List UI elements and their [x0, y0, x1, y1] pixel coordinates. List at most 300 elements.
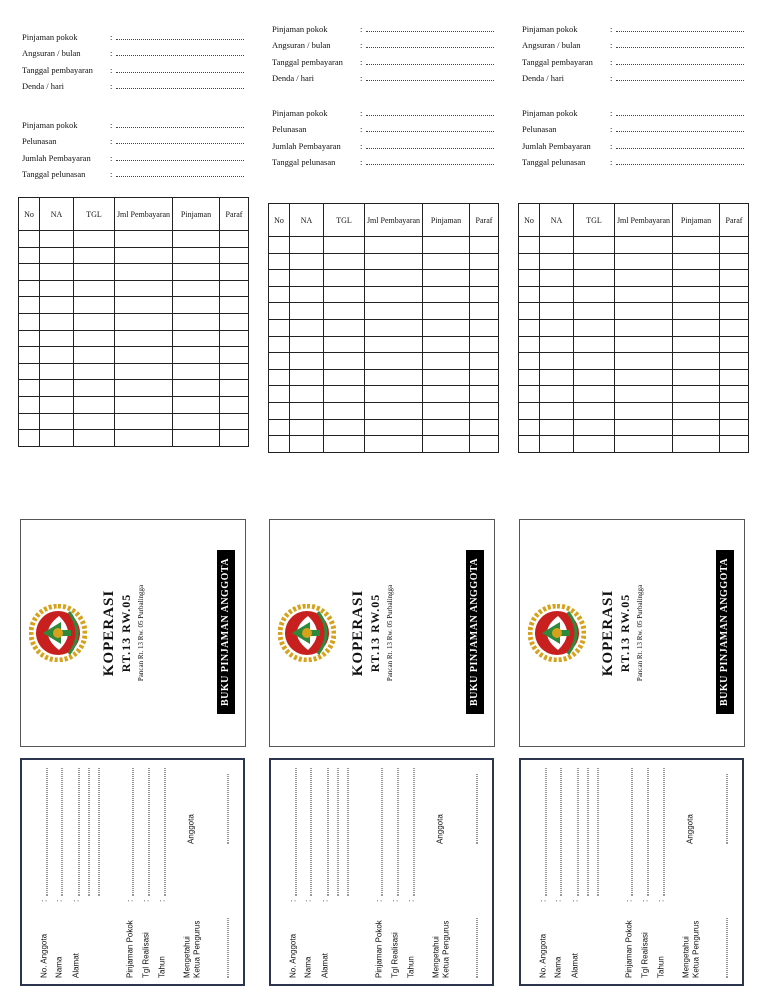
table-cell[interactable]	[574, 319, 615, 336]
table-cell[interactable]	[220, 231, 249, 248]
table-cell[interactable]	[19, 380, 40, 397]
table-cell[interactable]	[324, 237, 365, 254]
table-cell[interactable]	[540, 386, 574, 403]
table-cell[interactable]	[324, 419, 365, 436]
table-cell[interactable]	[269, 436, 290, 453]
anggota-signature-line[interactable]	[227, 774, 228, 844]
table-cell[interactable]	[519, 402, 540, 419]
table-cell[interactable]	[324, 303, 365, 320]
fill-in-line[interactable]	[366, 148, 494, 149]
table-cell[interactable]	[40, 363, 74, 380]
table-cell[interactable]	[40, 413, 74, 430]
table-cell[interactable]	[720, 369, 749, 386]
table-cell[interactable]	[365, 436, 423, 453]
table-cell[interactable]	[40, 396, 74, 413]
table-cell[interactable]	[173, 247, 220, 264]
table-cell[interactable]	[365, 270, 423, 287]
table-cell[interactable]	[290, 369, 324, 386]
table-cell[interactable]	[423, 436, 470, 453]
table-cell[interactable]	[324, 270, 365, 287]
table-cell[interactable]	[19, 430, 40, 447]
fill-in-line[interactable]	[78, 768, 79, 896]
table-cell[interactable]	[615, 402, 673, 419]
table-cell[interactable]	[470, 386, 499, 403]
table-cell[interactable]	[40, 264, 74, 281]
table-header-row	[519, 204, 749, 237]
table-cell[interactable]	[19, 363, 40, 380]
fill-in-line[interactable]	[616, 80, 744, 81]
table-cell[interactable]	[673, 369, 720, 386]
fill-in-line[interactable]	[647, 768, 648, 896]
fill-in-line[interactable]	[164, 768, 165, 896]
table-cell[interactable]	[40, 313, 74, 330]
table-cell[interactable]	[220, 413, 249, 430]
table-cell[interactable]	[115, 430, 173, 447]
fill-in-line[interactable]	[597, 768, 598, 896]
table-cell[interactable]	[173, 330, 220, 347]
table-cell[interactable]	[19, 396, 40, 413]
table-cell[interactable]	[324, 253, 365, 270]
fill-in-line[interactable]	[663, 768, 664, 896]
field-row	[18, 134, 250, 148]
table-cell[interactable]	[365, 253, 423, 270]
table-cell[interactable]	[290, 336, 324, 353]
table-cell[interactable]	[269, 386, 290, 403]
table-cell[interactable]	[74, 363, 115, 380]
fill-in-line[interactable]	[616, 31, 744, 32]
table-cell[interactable]	[324, 402, 365, 419]
table-cell[interactable]	[324, 353, 365, 370]
table-cell[interactable]	[115, 347, 173, 364]
table-cell[interactable]	[470, 336, 499, 353]
table-cell[interactable]	[115, 330, 173, 347]
card-field-row	[389, 760, 401, 984]
fill-in-line[interactable]	[116, 176, 244, 177]
table-cell[interactable]	[365, 353, 423, 370]
table-cell[interactable]	[74, 297, 115, 314]
table-cell[interactable]	[40, 231, 74, 248]
table-cell[interactable]	[40, 430, 74, 447]
table-cell[interactable]	[423, 270, 470, 287]
fill-in-line[interactable]	[616, 164, 744, 165]
table-cell[interactable]	[74, 231, 115, 248]
table-cell[interactable]	[290, 286, 324, 303]
table-cell[interactable]	[220, 396, 249, 413]
table-cell[interactable]	[19, 280, 40, 297]
table-cell[interactable]	[574, 419, 615, 436]
table-cell[interactable]	[673, 386, 720, 403]
field-row	[518, 38, 750, 52]
table-cell[interactable]	[720, 402, 749, 419]
table-cell[interactable]	[574, 237, 615, 254]
table-cell[interactable]	[519, 303, 540, 320]
table-cell[interactable]	[74, 380, 115, 397]
table-cell[interactable]	[423, 237, 470, 254]
fill-in-line[interactable]	[295, 768, 296, 896]
fill-in-line[interactable]	[116, 39, 244, 40]
table-cell[interactable]	[519, 336, 540, 353]
field-row	[268, 155, 500, 169]
fill-in-line[interactable]	[545, 768, 546, 896]
field-label: Tanggal pelunasan	[522, 156, 586, 167]
table-cell[interactable]	[470, 253, 499, 270]
table-cell[interactable]	[470, 303, 499, 320]
fill-in-line[interactable]	[116, 160, 244, 161]
table-cell[interactable]	[74, 396, 115, 413]
table-cell[interactable]	[173, 280, 220, 297]
table-cell[interactable]	[324, 319, 365, 336]
table-cell[interactable]	[290, 303, 324, 320]
fill-in-line[interactable]	[381, 768, 382, 896]
table-cell[interactable]	[470, 319, 499, 336]
table-cell[interactable]	[173, 313, 220, 330]
fill-in-line[interactable]	[132, 768, 133, 896]
fill-in-line[interactable]	[61, 768, 62, 896]
table-cell[interactable]	[173, 347, 220, 364]
fill-in-line[interactable]	[148, 768, 149, 896]
table-cell[interactable]	[220, 430, 249, 447]
table-cell[interactable]	[519, 270, 540, 287]
table-cell[interactable]	[365, 369, 423, 386]
table-cell[interactable]	[74, 413, 115, 430]
table-cell[interactable]	[173, 363, 220, 380]
field-label: Denda / hari	[22, 80, 65, 91]
table-cell[interactable]	[173, 380, 220, 397]
table-cell[interactable]	[540, 303, 574, 320]
table-cell[interactable]	[470, 286, 499, 303]
table-cell[interactable]	[290, 402, 324, 419]
fill-in-line[interactable]	[616, 64, 744, 65]
fill-in-line[interactable]	[366, 131, 494, 132]
table-cell[interactable]	[173, 396, 220, 413]
fill-in-line[interactable]	[98, 768, 99, 896]
table-cell[interactable]	[74, 330, 115, 347]
table-cell[interactable]	[115, 396, 173, 413]
table-cell[interactable]	[519, 286, 540, 303]
table-cell[interactable]	[470, 353, 499, 370]
table-cell[interactable]	[574, 436, 615, 453]
table-cell[interactable]	[574, 270, 615, 287]
table-cell[interactable]	[519, 386, 540, 403]
table-cell[interactable]	[115, 413, 173, 430]
table-cell[interactable]	[574, 336, 615, 353]
table-cell[interactable]	[519, 419, 540, 436]
table-cell[interactable]	[519, 253, 540, 270]
table-cell[interactable]	[615, 369, 673, 386]
table-cell[interactable]	[540, 253, 574, 270]
table-cell[interactable]	[519, 237, 540, 254]
table-cell[interactable]	[220, 297, 249, 314]
table-cell[interactable]	[269, 253, 290, 270]
cover-address: Pancan Rt. 13 Rw. 05 Purbalingga	[386, 584, 394, 682]
fill-in-line[interactable]	[366, 47, 494, 48]
table-cell[interactable]	[470, 369, 499, 386]
table-cell[interactable]	[423, 386, 470, 403]
fill-in-line[interactable]	[577, 768, 578, 896]
table-cell[interactable]	[220, 280, 249, 297]
table-cell[interactable]	[423, 286, 470, 303]
fill-in-line[interactable]	[366, 64, 494, 65]
table-cell[interactable]	[74, 347, 115, 364]
fill-in-line[interactable]	[587, 768, 588, 896]
table-cell[interactable]	[220, 247, 249, 264]
table-cell[interactable]	[540, 270, 574, 287]
table-cell[interactable]	[365, 419, 423, 436]
fill-in-line[interactable]	[116, 88, 244, 89]
fill-in-line[interactable]	[413, 768, 414, 896]
table-cell[interactable]	[673, 286, 720, 303]
table-cell[interactable]	[220, 347, 249, 364]
ketua-signature-line[interactable]	[726, 918, 727, 978]
table-cell[interactable]	[269, 419, 290, 436]
table-cell[interactable]	[615, 270, 673, 287]
table-cell[interactable]	[720, 386, 749, 403]
table-cell[interactable]	[290, 319, 324, 336]
table-cell[interactable]	[673, 253, 720, 270]
table-cell[interactable]	[673, 436, 720, 453]
table-cell[interactable]	[115, 380, 173, 397]
table-cell[interactable]	[720, 319, 749, 336]
table-cell[interactable]	[40, 280, 74, 297]
fill-in-line[interactable]	[616, 47, 744, 48]
table-cell[interactable]	[615, 353, 673, 370]
fill-in-line[interactable]	[116, 55, 244, 56]
table-cell[interactable]	[19, 247, 40, 264]
anggota-signature-line[interactable]	[726, 774, 727, 844]
table-cell[interactable]	[574, 386, 615, 403]
table-cell[interactable]	[173, 297, 220, 314]
table-cell[interactable]	[423, 369, 470, 386]
table-cell[interactable]	[115, 297, 173, 314]
table-cell[interactable]	[673, 336, 720, 353]
table-cell[interactable]	[519, 369, 540, 386]
table-cell[interactable]	[423, 303, 470, 320]
table-cell[interactable]	[574, 402, 615, 419]
table-cell[interactable]	[19, 313, 40, 330]
fill-in-line[interactable]	[366, 164, 494, 165]
table-cell[interactable]	[115, 313, 173, 330]
table-cell[interactable]	[269, 237, 290, 254]
table-cell[interactable]	[423, 253, 470, 270]
table-cell[interactable]	[574, 253, 615, 270]
table-cell[interactable]	[673, 353, 720, 370]
table-cell[interactable]	[290, 353, 324, 370]
table-cell[interactable]	[540, 336, 574, 353]
table-cell[interactable]	[423, 402, 470, 419]
column-header: TGL	[324, 204, 365, 237]
table-cell[interactable]	[720, 353, 749, 370]
table-cell[interactable]	[615, 303, 673, 320]
table-cell[interactable]	[720, 336, 749, 353]
fill-in-line[interactable]	[327, 768, 328, 896]
table-cell[interactable]	[423, 353, 470, 370]
table-cell[interactable]	[673, 237, 720, 254]
table-cell[interactable]	[540, 286, 574, 303]
table-cell[interactable]	[540, 419, 574, 436]
table-cell[interactable]	[290, 386, 324, 403]
table-cell[interactable]	[115, 231, 173, 248]
fill-in-line[interactable]	[310, 768, 311, 896]
table-cell[interactable]	[673, 270, 720, 287]
table-cell[interactable]	[720, 436, 749, 453]
table-cell[interactable]	[115, 363, 173, 380]
anggota-label: Anggota	[186, 814, 195, 844]
table-cell[interactable]	[269, 319, 290, 336]
table-cell[interactable]	[173, 413, 220, 430]
table-cell[interactable]	[615, 436, 673, 453]
table-cell[interactable]	[540, 353, 574, 370]
fill-in-line[interactable]	[616, 115, 744, 116]
table-cell[interactable]	[540, 402, 574, 419]
table-cell[interactable]	[173, 430, 220, 447]
fill-in-line[interactable]	[631, 768, 632, 896]
table-cell[interactable]	[290, 270, 324, 287]
table-cell[interactable]	[615, 419, 673, 436]
table-cell[interactable]	[324, 286, 365, 303]
table-cell[interactable]	[115, 264, 173, 281]
table-cell[interactable]	[74, 247, 115, 264]
table-cell[interactable]	[290, 253, 324, 270]
table-cell[interactable]	[470, 436, 499, 453]
table-cell[interactable]	[269, 369, 290, 386]
table-cell[interactable]	[365, 303, 423, 320]
table-cell[interactable]	[40, 380, 74, 397]
table-cell[interactable]	[220, 363, 249, 380]
table-cell[interactable]	[519, 436, 540, 453]
fill-in-line[interactable]	[366, 31, 494, 32]
fill-in-line[interactable]	[397, 768, 398, 896]
table-cell[interactable]	[269, 303, 290, 320]
card-field-label: Tgl Realisasi	[141, 932, 150, 978]
card-field-colon: :	[624, 899, 633, 902]
table-cell[interactable]	[720, 419, 749, 436]
table-cell[interactable]	[324, 436, 365, 453]
table-cell[interactable]	[290, 419, 324, 436]
fill-in-line[interactable]	[347, 768, 348, 896]
table-cell[interactable]	[423, 419, 470, 436]
table-cell[interactable]	[540, 436, 574, 453]
table-cell[interactable]	[19, 297, 40, 314]
table-cell[interactable]	[40, 247, 74, 264]
fill-in-line[interactable]	[88, 768, 89, 896]
table-cell[interactable]	[115, 280, 173, 297]
table-cell[interactable]	[324, 336, 365, 353]
fill-in-line[interactable]	[116, 72, 244, 73]
table-cell[interactable]	[269, 286, 290, 303]
fill-in-line[interactable]	[560, 768, 561, 896]
anggota-signature-line[interactable]	[476, 774, 477, 844]
table-cell[interactable]	[720, 270, 749, 287]
table-cell[interactable]	[519, 353, 540, 370]
table-cell[interactable]	[615, 336, 673, 353]
table-cell[interactable]	[290, 436, 324, 453]
table-cell[interactable]	[720, 286, 749, 303]
table-cell[interactable]	[324, 369, 365, 386]
table-cell[interactable]	[540, 319, 574, 336]
table-cell[interactable]	[365, 386, 423, 403]
table-cell[interactable]	[19, 330, 40, 347]
table-cell[interactable]	[470, 419, 499, 436]
table-cell[interactable]	[74, 313, 115, 330]
table-cell[interactable]	[673, 319, 720, 336]
table-cell[interactable]	[720, 303, 749, 320]
table-cell[interactable]	[365, 336, 423, 353]
ketua-signature-line[interactable]	[476, 918, 477, 978]
table-cell[interactable]	[220, 380, 249, 397]
fill-in-line[interactable]	[366, 115, 494, 116]
table-cell[interactable]	[574, 353, 615, 370]
table-cell[interactable]	[19, 413, 40, 430]
table-cell[interactable]	[423, 319, 470, 336]
table-cell[interactable]	[40, 330, 74, 347]
table-cell[interactable]	[673, 303, 720, 320]
fill-in-line[interactable]	[337, 768, 338, 896]
table-cell[interactable]	[220, 313, 249, 330]
table-cell[interactable]	[74, 264, 115, 281]
table-cell[interactable]	[470, 402, 499, 419]
table-cell[interactable]	[40, 347, 74, 364]
table-cell[interactable]	[74, 430, 115, 447]
table-cell[interactable]	[720, 253, 749, 270]
table-cell[interactable]	[269, 402, 290, 419]
table-cell[interactable]	[269, 353, 290, 370]
table-cell[interactable]	[19, 231, 40, 248]
fill-in-line[interactable]	[366, 80, 494, 81]
table-cell[interactable]	[673, 402, 720, 419]
table-cell[interactable]	[519, 319, 540, 336]
table-cell[interactable]	[269, 270, 290, 287]
table-cell[interactable]	[365, 237, 423, 254]
table-cell[interactable]	[423, 336, 470, 353]
table-cell[interactable]	[615, 319, 673, 336]
table-cell[interactable]	[615, 237, 673, 254]
table-cell[interactable]	[173, 231, 220, 248]
table-cell[interactable]	[470, 270, 499, 287]
table-cell[interactable]	[470, 237, 499, 254]
table-cell[interactable]	[540, 369, 574, 386]
table-cell[interactable]	[574, 369, 615, 386]
table-cell[interactable]	[365, 286, 423, 303]
fill-in-line[interactable]	[616, 148, 744, 149]
fill-in-line[interactable]	[116, 127, 244, 128]
fill-in-line[interactable]	[46, 768, 47, 896]
table-cell[interactable]	[19, 264, 40, 281]
table-cell[interactable]	[615, 253, 673, 270]
table-cell[interactable]	[115, 247, 173, 264]
ketua-signature-line[interactable]	[227, 918, 228, 978]
table-cell[interactable]	[324, 386, 365, 403]
table-cell[interactable]	[19, 347, 40, 364]
table-cell[interactable]	[74, 280, 115, 297]
fill-in-line[interactable]	[116, 143, 244, 144]
table-cell[interactable]	[615, 386, 673, 403]
table-cell[interactable]	[290, 237, 324, 254]
table-cell[interactable]	[673, 419, 720, 436]
table-cell[interactable]	[220, 264, 249, 281]
table-cell[interactable]	[720, 237, 749, 254]
table-cell[interactable]	[40, 297, 74, 314]
table-cell[interactable]	[220, 330, 249, 347]
table-cell[interactable]	[615, 286, 673, 303]
table-cell[interactable]	[365, 402, 423, 419]
table-cell[interactable]	[173, 264, 220, 281]
fill-in-line[interactable]	[616, 131, 744, 132]
table-cell[interactable]	[574, 286, 615, 303]
table-cell[interactable]	[540, 237, 574, 254]
table-cell[interactable]	[574, 303, 615, 320]
table-cell[interactable]	[269, 336, 290, 353]
table-cell[interactable]	[365, 319, 423, 336]
